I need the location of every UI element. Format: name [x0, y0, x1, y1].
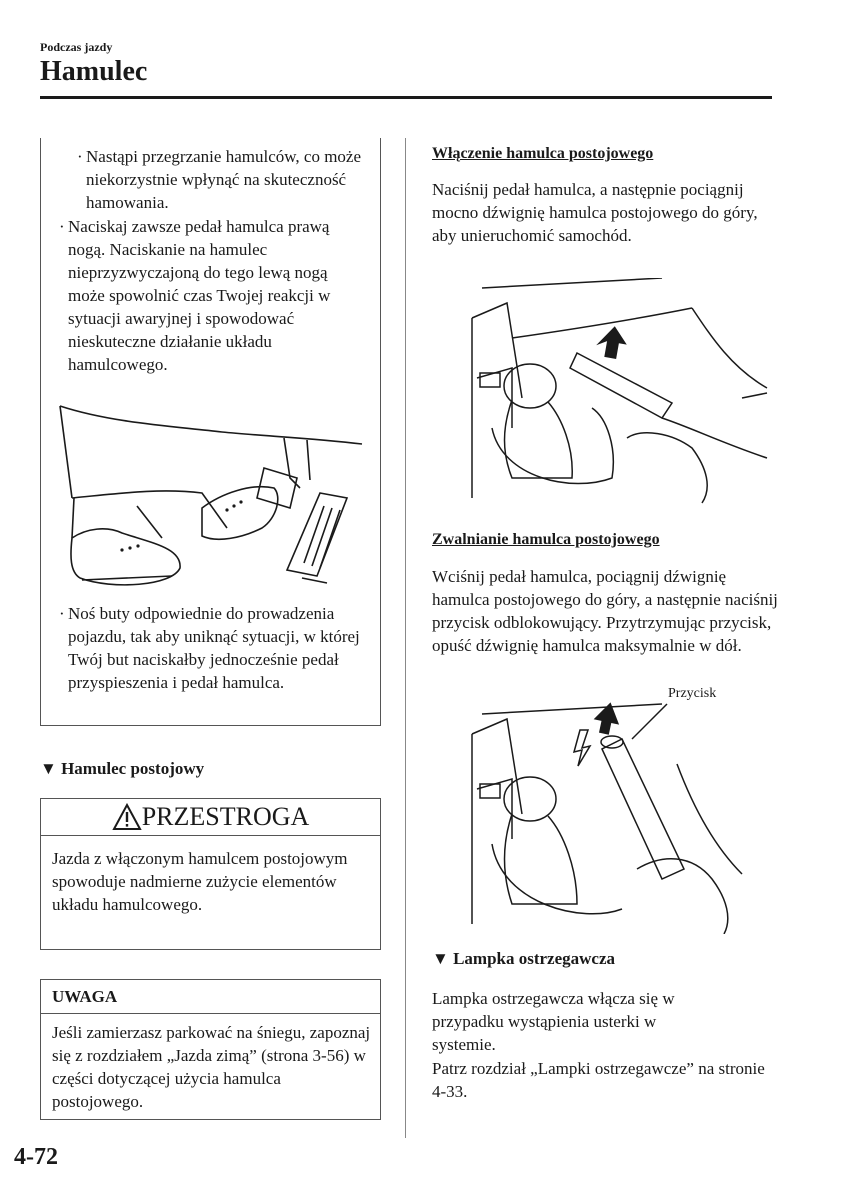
title-rule [40, 96, 772, 99]
note-text: Jeśli zamierzasz parkować na śniegu, zapoznaj się z rozdziałem „Jazda zimą” (strona 3-56) w części dotyczącej użycia hamulca postojowego. [52, 1023, 371, 1111]
caution-title-text: PRZESTROGA [141, 802, 310, 831]
bullet-shoes [59, 602, 368, 694]
release-heading: Zwalnianie hamulca postojowego [432, 531, 660, 548]
bullet-dot: · [59, 217, 65, 236]
note-box [40, 979, 381, 1120]
page-title: Hamulec [40, 56, 148, 87]
button-callout-label: Przycisk [668, 686, 717, 701]
page-number: 4-72 [14, 1144, 58, 1170]
engage-text: Naciśnij pedał hamulca, a następnie pociągnij mocno dźwignię hamulca postojowego do góry, aby unieruchomić samochód. [432, 180, 758, 245]
note-title: UWAGA [41, 980, 380, 1014]
release-illustration [462, 694, 772, 934]
release-text: Wciśnij pedał hamulca, pociągnij dźwignię hamulca postojowego do góry, a następnie naciśnij przycisk odblokowujący. Przytrzymując przycisk, opuść dźwignię hamulca maksymalnie w dół. [432, 567, 778, 655]
warning-light-ref: Patrz rozdział „Lampki ostrzegawcze” na stronie 4-33. [432, 1059, 765, 1101]
bullet-dot: · [77, 147, 83, 166]
engage-heading: Włączenie hamulca postojowego [432, 145, 654, 162]
bullet-overheat [77, 145, 371, 214]
warning-light-text: Lampka ostrzegawcza włącza się w przypadku wystąpienia usterki w systemie. [432, 989, 675, 1054]
caution-text: Jazda z włączonym hamulcem postojowym spowoduje nadmierne zużycie elementów układu hamulcowego. [52, 849, 348, 914]
warning-triangle-icon [112, 803, 142, 831]
bullet-shoes-text: Noś buty odpowiednie do prowadzenia pojazdu, tak aby uniknąć sytuacji, w której Twój but naciskałby jednocześnie pedał przyspieszenia i pedał hamulca. [68, 604, 360, 692]
parking-brake-heading: ▼ Hamulec postojowy [40, 759, 205, 778]
caution-box [40, 798, 381, 950]
bullet-right-foot-text: Naciskaj zawsze pedał hamulca prawą nogą. Naciskanie na hamulec nieprzyzwyczajoną do tego lewą nogą może spowolnić czas Twojej reakcji w sytuacji awaryjnej i spowodować nieskuteczne działanie układu hamulcowego. [68, 217, 331, 374]
pedal-illustration [52, 398, 372, 598]
bullet-overheat-text: Nastąpi przegrzanie hamulców, co może niekorzystnie wpłynąć na skuteczność hamowania. [86, 147, 362, 212]
bullet-right-foot [59, 215, 368, 376]
bullet-dot: · [59, 604, 65, 623]
section-label: Podczas jazdy [40, 40, 113, 54]
warning-light-heading: ▼ Lampka ostrzegawcza [432, 949, 616, 968]
caution-title [41, 799, 380, 836]
column-divider [405, 138, 406, 1138]
engage-illustration [462, 278, 772, 508]
